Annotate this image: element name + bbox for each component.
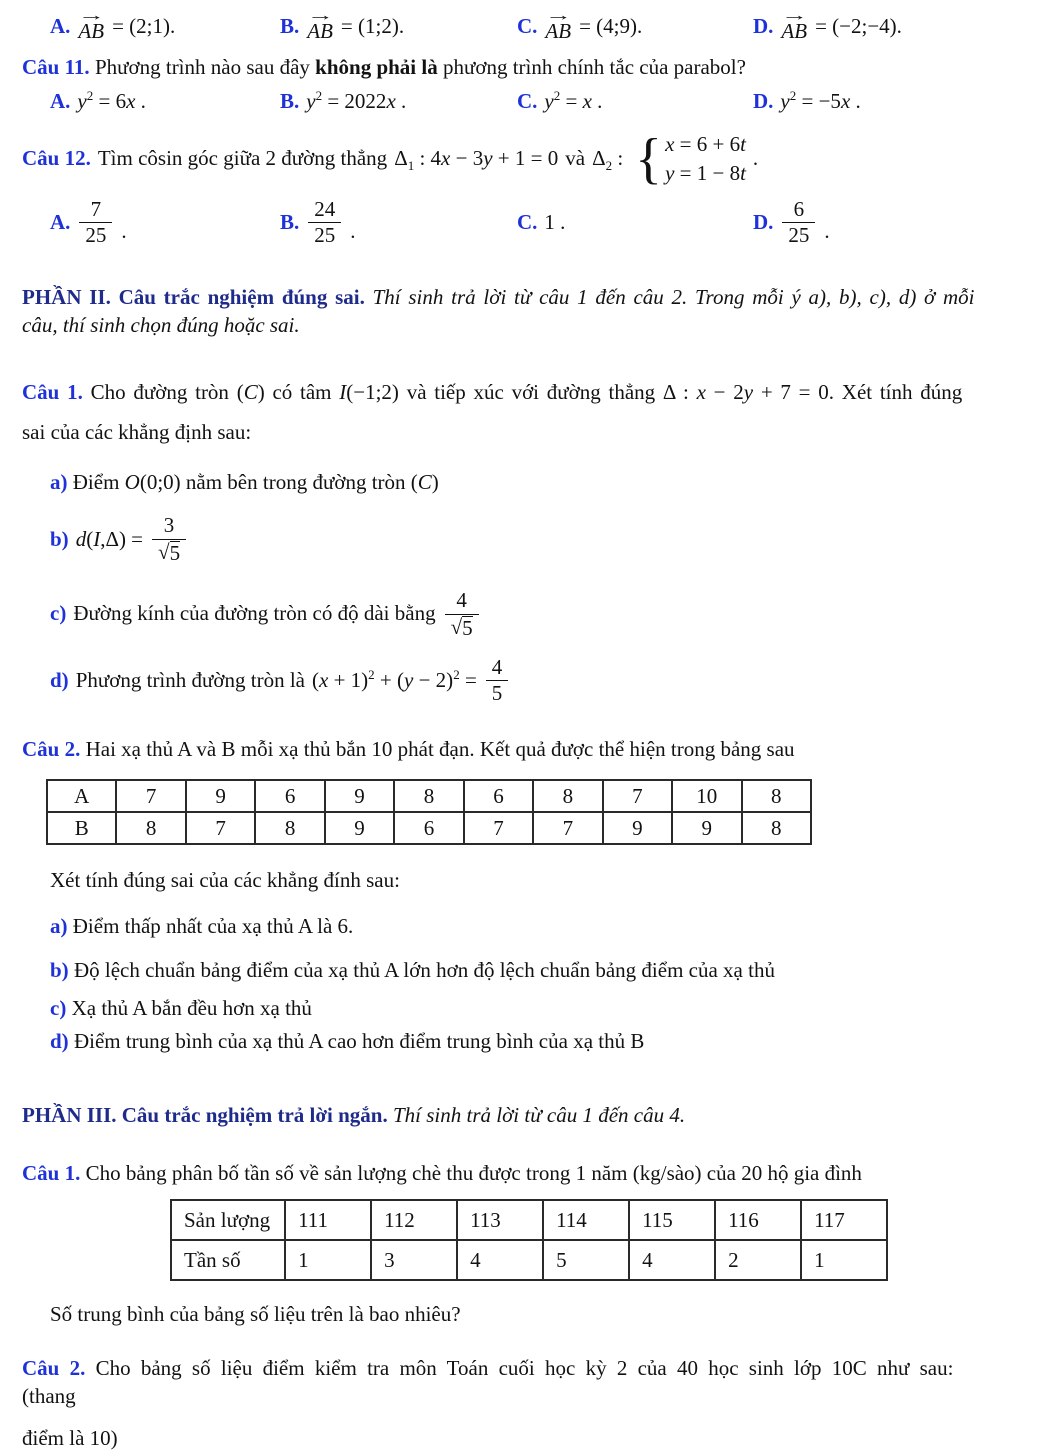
question-12 — [22, 127, 1017, 190]
table-cell: 7 — [116, 780, 185, 812]
p2q1-item-b — [50, 514, 1017, 565]
frequency-table — [170, 1199, 888, 1281]
table-row — [171, 1240, 887, 1280]
item-text: Điểm — [72, 469, 120, 494]
math-line-eq: Δ : x − 2y + 7 = 0 — [662, 380, 829, 405]
table-cell: 116 — [715, 1200, 801, 1240]
vector-ab: → AB — [544, 8, 572, 43]
q11-option-a — [50, 88, 280, 116]
fraction: $\frac{6}{25}$ — [782, 198, 815, 248]
math-point-o: O(0;0) — [124, 469, 181, 494]
table-cell: 9 — [603, 812, 672, 844]
math-line-delta1: $\Delta_1$ : 4x − 3y + 1 = 0 — [394, 145, 559, 174]
vector-ab: → AB — [77, 8, 105, 43]
system-line-1: x = 6 + 6t — [665, 131, 746, 156]
p2-question-2 — [22, 736, 1017, 764]
q11-option-c — [517, 88, 753, 116]
question-text: Tìm côsin góc giữa 2 đường thẳng — [97, 145, 388, 170]
p2q2-item-c — [50, 995, 1017, 1023]
vector-arrow-icon: → — [544, 8, 572, 24]
table-cell: 117 — [801, 1200, 887, 1240]
table-cell: 8 — [533, 780, 602, 812]
p3-question-1 — [22, 1160, 1017, 1188]
q10-option-a — [50, 8, 280, 43]
math-expression: $y^2 = 2022x$ . — [306, 88, 407, 114]
p3q1-question: Số trung bình của bảng số liệu trên là bao nhiêu? — [50, 1302, 461, 1327]
option-letter: B. — [280, 89, 300, 114]
table-cell: 1 — [285, 1240, 371, 1280]
table-cell: 7 — [533, 812, 602, 844]
question-label: Câu 2. — [22, 1356, 86, 1381]
p2q1-item-a — [50, 469, 1017, 497]
table-cell: 5 — [543, 1240, 629, 1280]
table-cell: 8 — [116, 812, 185, 844]
table-cell: A — [47, 780, 116, 812]
equation-system — [630, 127, 746, 190]
part2-note-line2: câu, thí sinh chọn đúng hoặc sai. — [22, 312, 300, 337]
item-label: d) — [50, 1029, 69, 1054]
p2q2-item-b — [50, 957, 1017, 985]
sqrt-icon: √ — [450, 614, 463, 639]
table-row — [47, 812, 811, 844]
system-line-2: y = 1 − 8t — [665, 160, 746, 185]
question-label: Câu 1. — [22, 380, 83, 405]
item-text: Điểm thấp nhất của xạ thủ A là 6. — [72, 914, 354, 939]
conjunction: và — [565, 145, 586, 170]
sqrt-icon: √ — [158, 539, 170, 564]
vector-arrow-icon: → — [780, 8, 808, 24]
math-center: I(−1;2) — [339, 380, 399, 405]
p2-question-1-line2: sai của các khẳng định sau: — [22, 419, 252, 444]
option-value: = (−2;−4). — [815, 14, 902, 39]
vector-arrow-icon: → — [77, 8, 105, 24]
table-cell: 113 — [457, 1200, 543, 1240]
math-expression: $y^2 = -5x$ . — [780, 88, 861, 114]
p3-question-2-line2: điểm là 10) — [22, 1425, 118, 1450]
table-cell: 9 — [186, 780, 255, 812]
math-expression: $y^2 = x$ . — [544, 88, 603, 114]
vector-ab: → AB — [306, 8, 334, 43]
option-value: = (1;2). — [340, 14, 405, 39]
item-text: nằm bên trong đường tròn — [185, 469, 406, 494]
table-row — [171, 1200, 887, 1240]
table-header-cell: Tần số — [171, 1240, 285, 1280]
sentence-period: . — [752, 145, 759, 170]
p2q1-item-d — [50, 656, 1017, 706]
p2q1-item-c — [50, 589, 1017, 640]
q10-options-row — [50, 8, 1017, 43]
system-lines — [665, 130, 746, 188]
question-text: và tiếp xúc với đường thẳng — [406, 380, 656, 405]
table-cell: 8 — [394, 780, 463, 812]
part3-note: Thí sinh trả lời từ câu 1 đến câu 4. — [392, 1102, 686, 1127]
option-letter: D. — [753, 209, 774, 234]
q12-option-a — [50, 198, 280, 248]
fraction: $\frac{24}{25}$ — [308, 198, 341, 248]
fraction: $\frac{4}{5}$ — [486, 656, 509, 706]
item-label: c) — [50, 601, 67, 626]
item-label: b) — [50, 957, 69, 982]
table-cell: 10 — [672, 780, 741, 812]
table-cell: 8 — [742, 780, 811, 812]
table-cell: 111 — [285, 1200, 371, 1240]
question-label: Câu 11. — [22, 55, 90, 80]
table-cell: 1 — [801, 1240, 887, 1280]
table-cell: 4 — [457, 1240, 543, 1280]
part3-title: PHẦN III. Câu trắc nghiệm trả lời ngắn. — [22, 1102, 388, 1127]
table-cell: 9 — [325, 780, 394, 812]
math-expression: $y^2 = 6x$ . — [77, 88, 146, 114]
table-cell: 8 — [742, 812, 811, 844]
fraction-sqrt: 4 √ 5 — [445, 589, 479, 640]
question-text: Cho bảng số liệu điểm kiểm tra môn Toán cuối học kỳ 2 của 40 học sinh lớp 10C như sau: (thang — [22, 1356, 954, 1408]
table-header-cell: Sản lượng — [171, 1200, 285, 1240]
table-cell: 3 — [371, 1240, 457, 1280]
question-text-bold: không phải là — [315, 55, 438, 80]
question-11 — [22, 54, 1017, 82]
option-letter: C. — [517, 89, 538, 114]
part2-heading — [22, 284, 1017, 312]
q11-option-d — [753, 88, 1017, 116]
brace-icon: { — [635, 127, 663, 190]
q10-option-c — [517, 8, 753, 43]
table-cell: 6 — [464, 780, 533, 812]
q10-option-d — [753, 8, 1017, 43]
option-letter: D. — [753, 89, 774, 114]
math-paren-c: (C) — [410, 469, 439, 494]
table-cell: B — [47, 812, 116, 844]
option-letter: C. — [517, 14, 538, 39]
item-label: a) — [50, 914, 68, 939]
question-label: Câu 12. — [22, 145, 91, 170]
option-letter: C. — [517, 209, 538, 234]
table-cell: 7 — [186, 812, 255, 844]
vector-ab: → AB — [780, 8, 808, 43]
question-text: phương trình chính tắc của parabol? — [442, 55, 746, 80]
math-circle-eq: $(x + 1)^2 + (y - 2)^2$ = — [312, 666, 477, 692]
option-letter: A. — [50, 14, 71, 39]
table-cell: 114 — [543, 1200, 629, 1240]
item-text: Xạ thủ A bắn đều hơn xạ thủ — [71, 995, 312, 1020]
item-text: Đường kính của đường tròn có độ dài bằng — [73, 601, 436, 626]
item-text: Độ lệch chuẩn bảng điểm của xạ thủ A lớn hơn độ lệch chuẩn bảng điểm của xạ thủ — [73, 957, 775, 982]
item-text: Điểm trung bình của xạ thủ A cao hơn điểm trung bình của xạ thủ B — [73, 1029, 645, 1054]
q10-option-b — [280, 8, 517, 43]
table-cell: 112 — [371, 1200, 457, 1240]
item-label: d) — [50, 667, 69, 692]
option-value: = (2;1). — [112, 14, 176, 39]
p2q2-prompt: Xét tính đúng sai của các khẳng đính sau: — [50, 868, 400, 893]
q11-options-row — [50, 88, 1017, 116]
q11-option-b — [280, 88, 517, 116]
table-cell: 9 — [325, 812, 394, 844]
math-line-delta2: $\Delta_2$ : — [592, 145, 624, 174]
option-period: . — [824, 218, 830, 243]
question-text: Phương trình nào sau đây — [94, 55, 310, 80]
table-cell: 8 — [255, 812, 324, 844]
p2q2-item-a — [50, 913, 1017, 941]
fraction-sqrt: 3 √ 5 — [152, 514, 186, 565]
item-text: Phương trình đường tròn là — [75, 667, 305, 692]
part3-heading — [22, 1102, 1017, 1130]
table-cell: 9 — [672, 812, 741, 844]
table-cell: 2 — [715, 1240, 801, 1280]
table-cell: 6 — [394, 812, 463, 844]
q12-option-b — [280, 198, 517, 248]
part2-title: PHẦN II. Câu trắc nghiệm đúng sai. — [22, 284, 365, 309]
table-cell: 7 — [603, 780, 672, 812]
option-value: 1 . — [544, 209, 566, 234]
fraction: $\frac{7}{25}$ — [79, 198, 112, 248]
table-row — [47, 780, 811, 812]
vector-arrow-icon: → — [306, 8, 334, 24]
question-text: có tâm — [272, 380, 332, 405]
option-letter: A. — [50, 209, 71, 234]
table-cell: 115 — [629, 1200, 715, 1240]
option-letter: A. — [50, 89, 71, 114]
option-period: . — [121, 218, 127, 243]
question-text: Cho đường tròn — [90, 380, 229, 405]
question-text: Cho bảng phân bố tần số về sản lượng chè thu được trong 1 năm (kg/sào) của 20 hộ gia đình — [85, 1160, 862, 1185]
q12-option-c — [517, 209, 753, 237]
option-letter: D. — [753, 14, 774, 39]
table-cell: 4 — [629, 1240, 715, 1280]
question-text: . Xét tính đúng — [828, 380, 963, 405]
item-label: a) — [50, 469, 68, 494]
math-paren-c: (C) — [236, 380, 265, 405]
part2-note: Thí sinh trả lời từ câu 1 đến câu 2. Trong mỗi ý a), b), c), d) ở mỗi — [372, 284, 975, 309]
table-cell: 6 — [255, 780, 324, 812]
question-label: Câu 1. — [22, 1160, 81, 1185]
option-letter: B. — [280, 14, 300, 39]
item-label: b) — [50, 526, 69, 551]
question-text: Hai xạ thủ A và B mỗi xạ thủ bắn 10 phát đạn. Kết quả được thể hiện trong bảng sau — [85, 736, 795, 761]
p2-question-1 — [22, 379, 1017, 407]
question-label: Câu 2. — [22, 736, 81, 761]
option-value: = (4;9). — [579, 14, 643, 39]
q12-options-row — [50, 198, 1017, 248]
item-label: c) — [50, 995, 67, 1020]
p2q2-item-d — [50, 1028, 1017, 1056]
score-table — [46, 779, 812, 845]
p3-question-2 — [22, 1355, 1017, 1410]
option-letter: B. — [280, 209, 300, 234]
table-cell: 7 — [464, 812, 533, 844]
option-period: . — [350, 218, 356, 243]
q12-option-d — [753, 198, 1017, 248]
math-distance-lhs: d(I,Δ) = — [75, 526, 144, 551]
